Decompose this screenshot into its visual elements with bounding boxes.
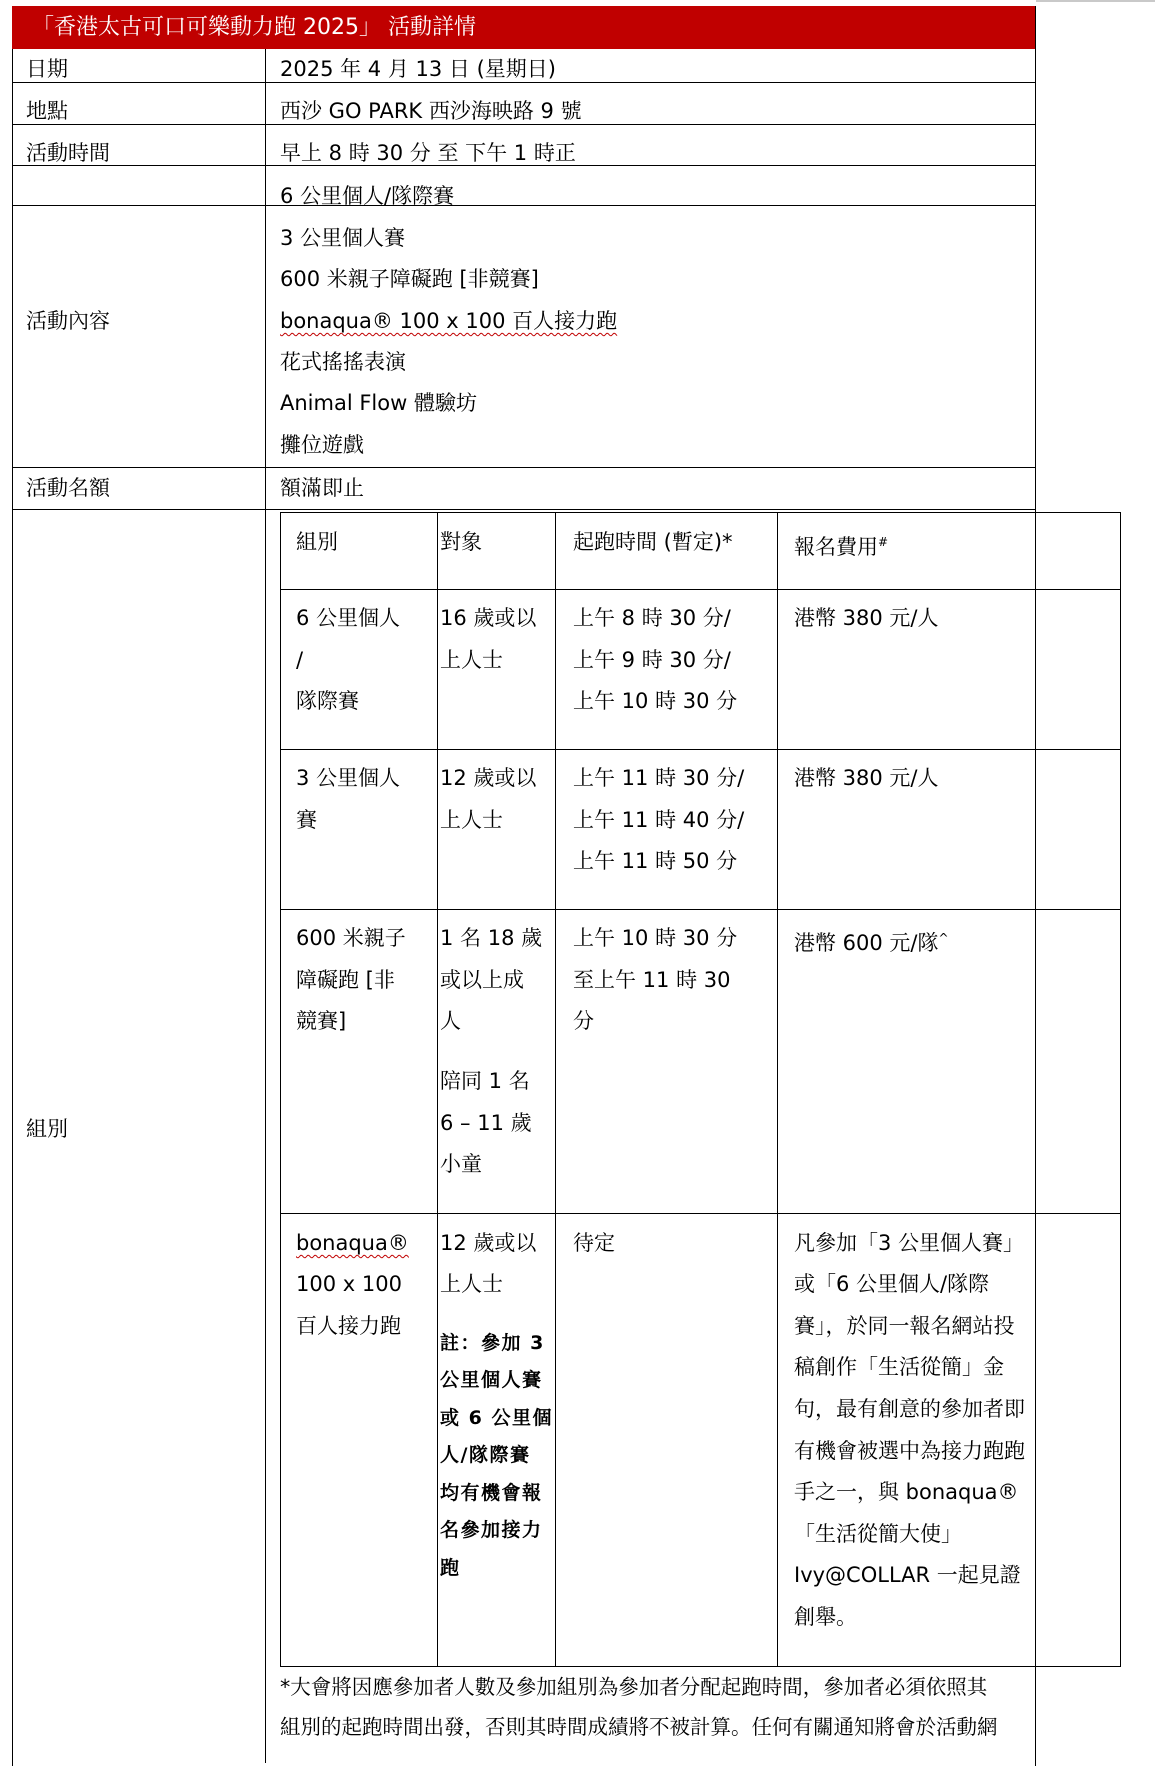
relay-note: 均有機會報 (440, 1482, 543, 1504)
fee-text: 港幣 380 元/人 (794, 766, 939, 790)
group-name: 3 公里個人 (296, 766, 401, 790)
start-time: 上午 11 時 50 分 (573, 849, 738, 873)
fee-text: 稿創作「生活從簡」金 (794, 1355, 1004, 1379)
column-divider (265, 49, 266, 1763)
relay-note: 名參加接力 (440, 1519, 543, 1541)
inner-row-divider (280, 1213, 1121, 1214)
target-text: 上人士 (440, 648, 503, 672)
header-fee: 報名費用# (794, 535, 889, 559)
row-divider (12, 509, 1035, 510)
table-title: 「香港太古可口可樂動力跑 2025」 活動詳情 (12, 6, 1035, 49)
inner-column-divider (280, 512, 281, 1667)
group-name: 百人接力跑 (296, 1314, 401, 1338)
fee-text: 港幣 380 元/人 (794, 606, 939, 630)
group-name: 600 米親子 (296, 926, 406, 950)
relay-note: 人/隊際賽 (440, 1444, 531, 1466)
target-text: 陪同 1 名 (440, 1069, 530, 1093)
start-time: 上午 11 時 40 分/ (573, 808, 745, 832)
inner-table-border (280, 1666, 1121, 1667)
header-group: 組別 (296, 530, 338, 554)
inner-column-divider (437, 512, 438, 1667)
target-text: 12 歲或以 (440, 766, 537, 790)
footnote-line: 組別的起跑時間出發，否則其時間成績將不被計算。任何有關通知將會於活動網 (280, 1715, 998, 1739)
content-item: 6 公里個人/隊際賽 (280, 184, 455, 208)
target-text: 1 名 18 歲 (440, 926, 543, 950)
target-text: 12 歲或以 (440, 1231, 537, 1255)
relay-note: 或 6 公里個 (440, 1407, 553, 1429)
groups-label: 組別 (26, 1117, 68, 1141)
start-time: 上午 10 時 30 分 (573, 926, 738, 950)
relay-note: 公里個人賽 (440, 1369, 543, 1391)
header-start-time: 起跑時間 (暫定)* (573, 530, 733, 554)
inner-row-divider (280, 909, 1121, 910)
content-item: 花式搖搖表演 (280, 350, 406, 374)
group-name: 6 公里個人 (296, 606, 401, 630)
content-item: 3 公里個人賽 (280, 226, 406, 250)
inner-column-divider (777, 512, 778, 1667)
group-name: 100 x 100 (296, 1272, 402, 1296)
content-item: 600 米親子障礙跑 [非競賽] (280, 267, 539, 291)
relay-note: 跑 (440, 1557, 461, 1579)
start-time: 待定 (573, 1231, 615, 1255)
start-time: 上午 8 時 30 分/ (573, 606, 731, 630)
group-name: 隊際賽 (296, 689, 359, 713)
date-value: 2025 年 4 月 13 日 (星期日) (280, 57, 556, 81)
target-text: 上人士 (440, 808, 503, 832)
target-text: 人 (440, 1009, 461, 1033)
fee-text: 有機會被選中為接力跑跑 (794, 1439, 1025, 1463)
content-item: 攤位遊戲 (280, 433, 364, 457)
row-divider (12, 467, 1035, 468)
time-label: 活動時間 (26, 141, 110, 165)
inner-row-divider (280, 589, 1121, 590)
venue-label: 地點 (26, 99, 68, 123)
start-time: 分 (573, 1009, 594, 1033)
inner-table-border (1120, 512, 1121, 1667)
content-label: 活動內容 (26, 309, 110, 333)
target-text: 上人士 (440, 1272, 503, 1296)
fee-text: Ivy@COLLAR 一起見證 (794, 1563, 1021, 1587)
header-target: 對象 (440, 530, 482, 554)
quota-label: 活動名額 (26, 476, 110, 500)
group-name: 競賽] (296, 1009, 347, 1033)
target-text: 或以上成 (440, 968, 524, 992)
row-divider (12, 205, 1035, 206)
start-time: 上午 11 時 30 分/ (573, 766, 745, 790)
group-name: bonaqua® (296, 1231, 409, 1255)
venue-value: 西沙 GO PARK 西沙海映路 9 號 (280, 99, 582, 123)
target-text: 6 – 11 歲 (440, 1111, 532, 1135)
relay-note: 註：參加 3 (440, 1332, 545, 1354)
top-rule (1036, 0, 1155, 2)
inner-row-divider (280, 749, 1121, 750)
start-time: 上午 10 時 30 分 (573, 689, 738, 713)
fee-text: 手之一，與 bonaqua® (794, 1480, 1019, 1504)
group-name: 障礙跑 [非 (296, 968, 395, 992)
group-name: 賽 (296, 808, 317, 832)
group-name: / (296, 648, 304, 672)
content-item: Animal Flow 體驗坊 (280, 391, 477, 415)
fee-text: 創舉。 (794, 1605, 857, 1629)
footnote-line: *大會將因應參加者人數及參加組別為參加者分配起跑時間，參加者必須依照其 (280, 1675, 988, 1699)
fee-text: 港幣 600 元/隊^ (794, 931, 949, 955)
target-text: 16 歲或以 (440, 606, 537, 630)
quota-value: 額滿即止 (280, 476, 364, 500)
content-item: bonaqua® 100 x 100 百人接力跑 (280, 309, 618, 333)
fee-text: 或「6 公里個人/隊際 (794, 1272, 990, 1296)
start-time: 至上午 11 時 30 (573, 968, 731, 992)
target-text: 小童 (440, 1152, 482, 1176)
fee-text: 句，最有創意的參加者即 (794, 1397, 1025, 1421)
fee-text: 「生活從簡大使」 (794, 1522, 962, 1546)
inner-table-border (280, 512, 1121, 513)
date-label: 日期 (26, 57, 68, 81)
fee-text: 凡參加「3 公里個人賽」 (794, 1231, 1025, 1255)
fee-text: 賽」，於同一報名網站投 (794, 1314, 1015, 1338)
start-time: 上午 9 時 30 分/ (573, 648, 731, 672)
time-value: 早上 8 時 30 分 至 下午 1 時正 (280, 141, 576, 165)
